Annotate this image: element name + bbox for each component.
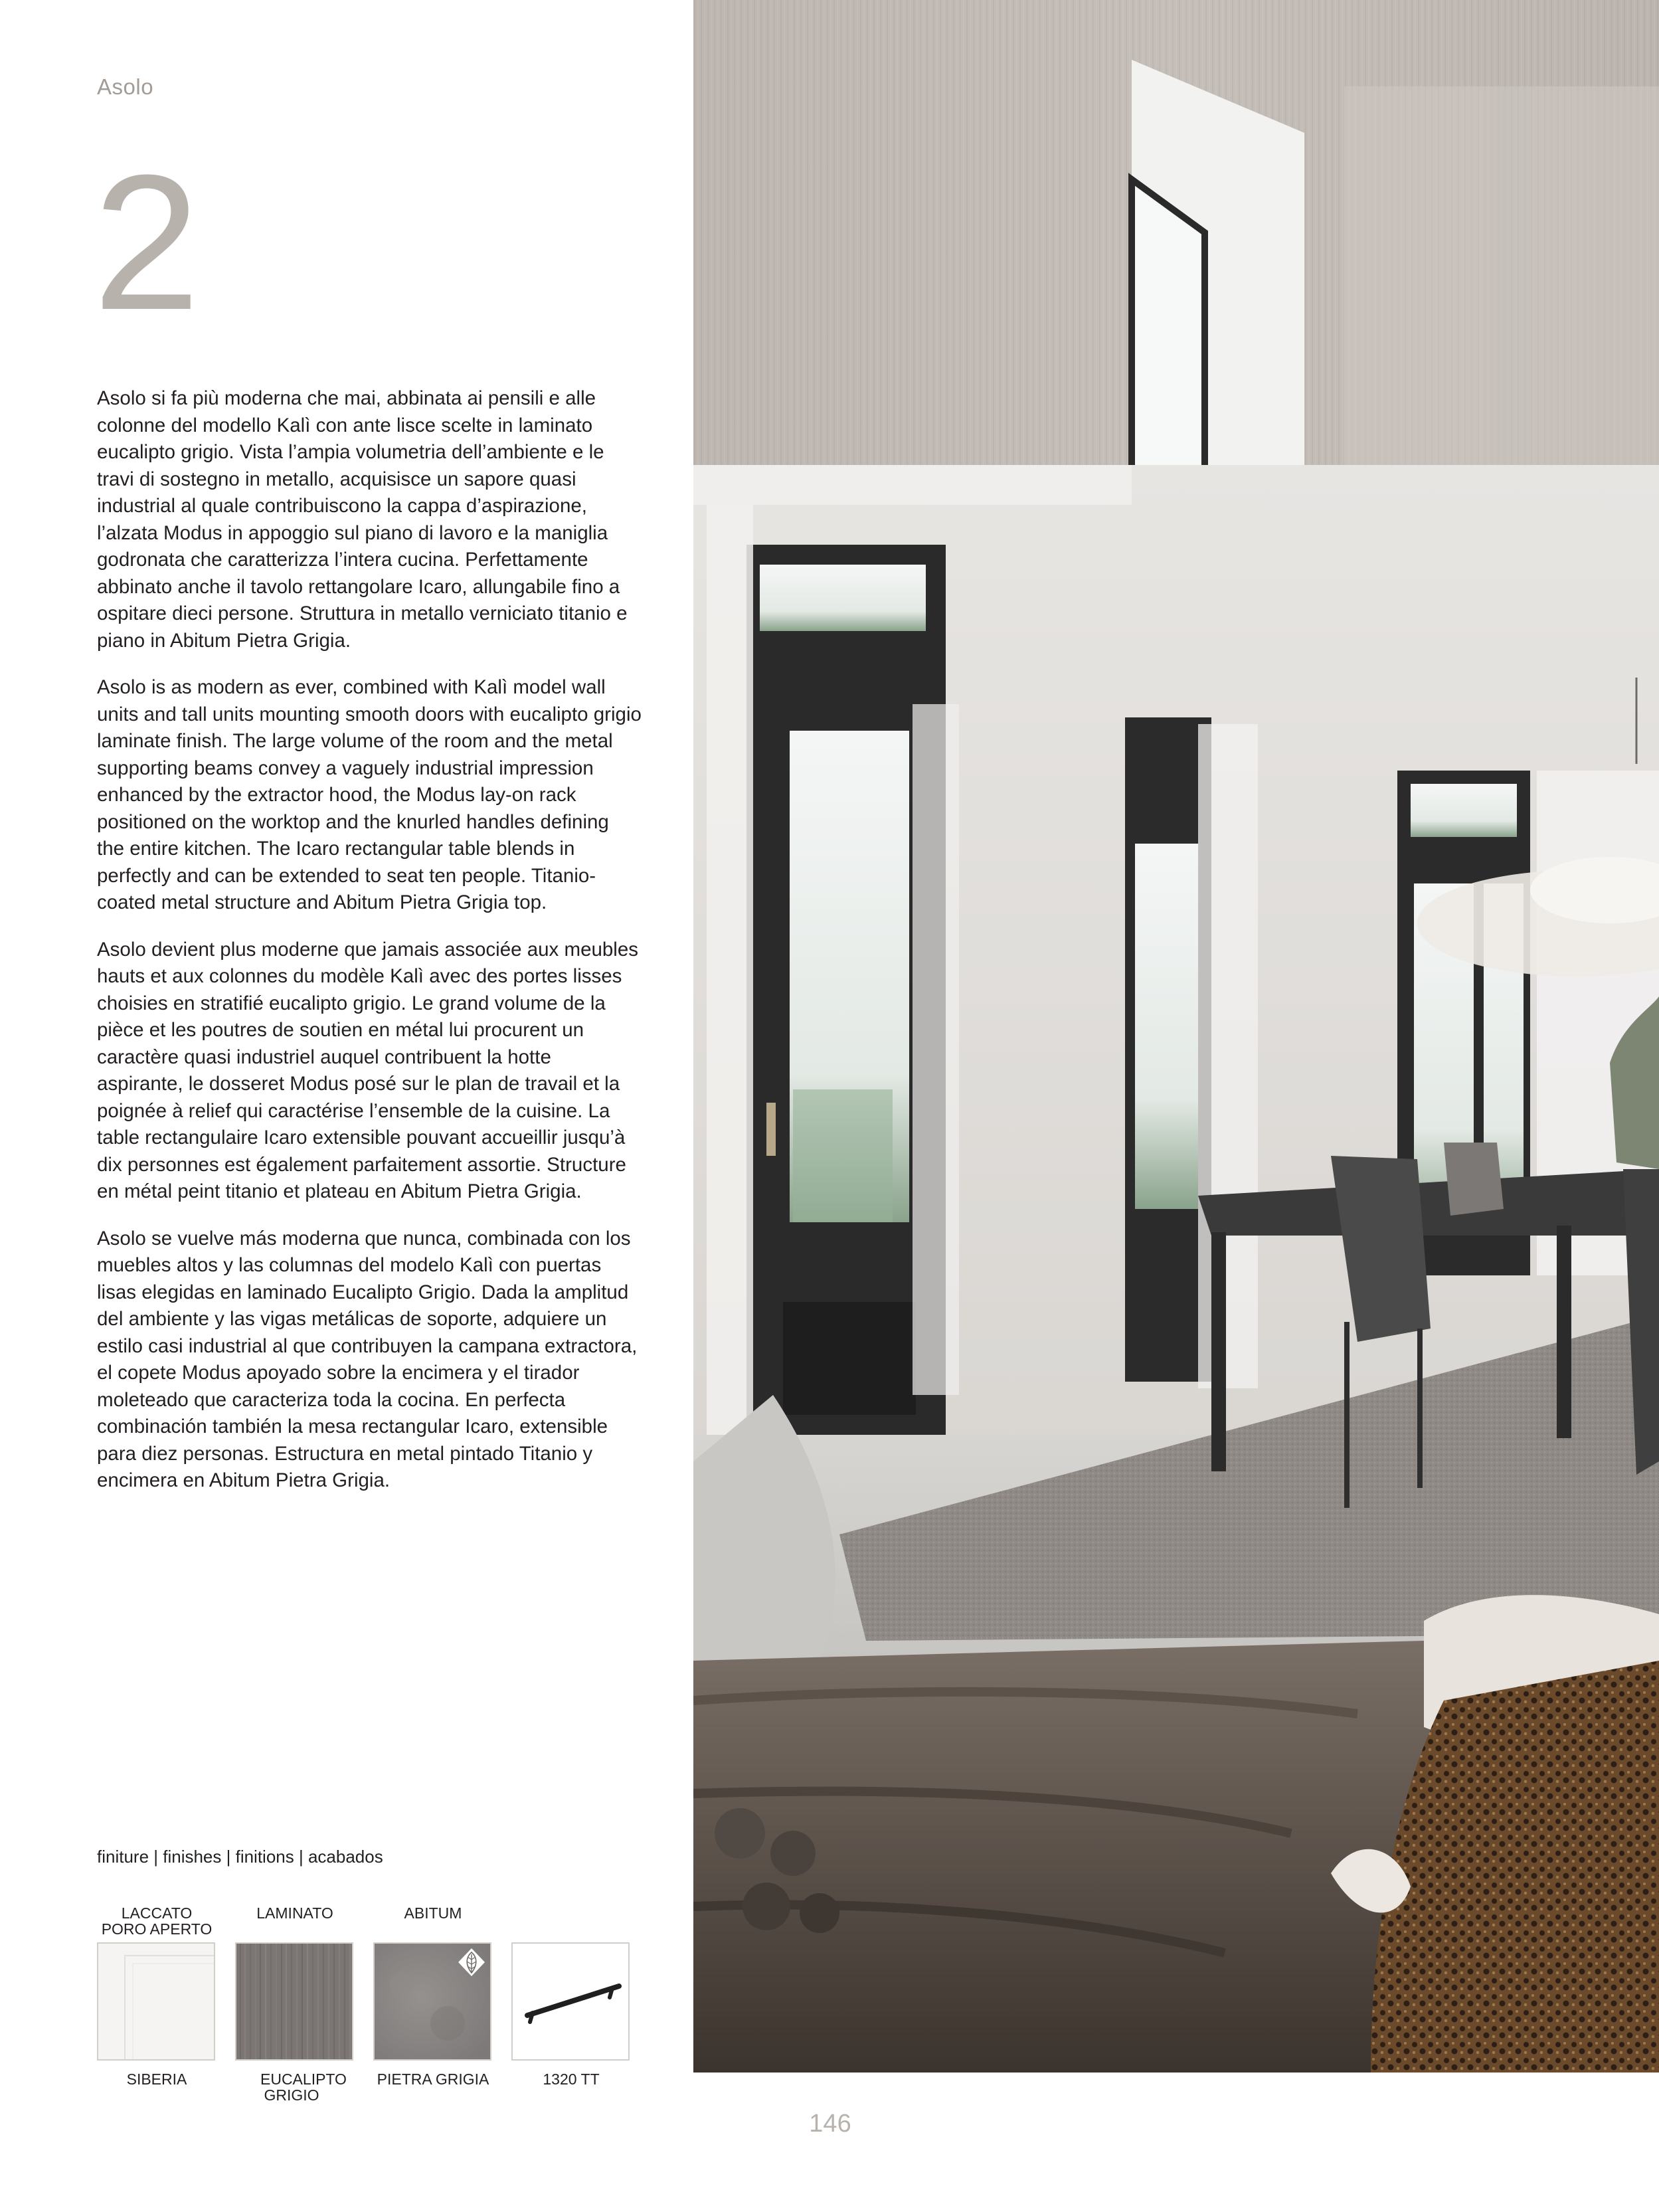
leaf-eco-icon xyxy=(456,1946,487,1978)
paragraph-french: Asolo devient plus moderne que jamais associée aux meubles hauts et aux colonnes du modèle Kalì avec des portes lisses choisies en stratifié eucalipto grigio. Le grand volume de la pièce et les poutres de soutien en métal lui procurent un caractère quasi industriel auquel contribuent la hotte aspirante, le dosseret Modus posé sur le plan de travail et la poignée à relief qui caractérise l’ensemble de la cuisine. La table rectangulaire Icaro extensible pouvant accueillir jusqu’à dix personnes est également parfaitement assortie. Structure en métal peint titanio et plateau en Abitum Pietra Grigia. xyxy=(97,938,638,1202)
category-label-laccato: LACCATO PORO APERTO xyxy=(101,1904,213,1938)
page-number: 146 xyxy=(809,2110,851,2138)
section-title: Asolo xyxy=(97,74,154,99)
swatch-name-eucalipto: EUCALIPTO GRIGIO xyxy=(260,2071,347,2104)
paragraph-english: Asolo is as modern as ever, combined with Kalì model wall units and tall units mounting smooth doors with eucalipto grigio laminate finish. The large volume of the room and the metal supporting beams convey a vaguely industrial impression enhanced by the extractor hood, the Modus lay-on rack positioned on the worktop and the knurled handles defining the entire kitchen. The Icaro rectangular table blends in perfectly and can be extended to seat ten people. Titanio-coated metal structure and Abitum Pietra Grigia top. xyxy=(97,676,642,913)
paragraph-italian: Asolo si fa più moderna che mai, abbinata ai pensili e alle colonne del modello Kalì con ante lisce scelte in laminato eucalipto grigio. Vista l’ampia volumetria dell’ambiente e le travi di sostegno in metallo, acquisisce un sapore quasi industrial al quale contribuiscono la cappa d’aspirazione, l’alzata Modus in appoggio sul piano di lavoro e la maniglia godronata che caratterizza l’intera cucina. Perfettamente abbinato anche il tavolo rettangolare Icaro, allungabile fino a ospitare dieci persone. Struttura in metallo verniciato titanio e piano in Abitum Pietra Grigia. xyxy=(97,387,628,652)
swatch-siberia xyxy=(97,1942,215,2061)
interior-photo xyxy=(693,0,1659,2073)
paragraph-spanish: Asolo se vuelve más moderna que nunca, combinada con los muebles altos y las columnas del modelo Kalì con puertas lisas elegidas en laminado Eucalipto Grigio. Dada la amplitud del ambiente y las vigas metálicas de soporte, adquiere un estilo casi industrial al que contribuyen la campana extractora, el copete Modus apoyado sobre la encimera y el tirador moleteado que caracteriza toda la cocina. En perfecta combinación también la mesa rectangular Icaro, extensible para diez personas. Estructura en metal pintado Titanio y encimera en Abitum Pietra Grigia. xyxy=(97,1227,638,1491)
category-label-abitum: ABITUM xyxy=(404,1904,462,1922)
description-column xyxy=(97,385,642,1515)
handle-icon xyxy=(513,1944,630,2061)
swatch-1320-tt xyxy=(511,1942,630,2061)
chapter-number: 2 xyxy=(93,135,201,350)
swatch-name-1320-tt: 1320 TT xyxy=(543,2071,600,2088)
swatch-eucalipto-grigio xyxy=(235,1942,353,2061)
swatch-pietra-grigia xyxy=(373,1942,491,2061)
finishes-title: finiture | finishes | finitions | acabados xyxy=(97,1847,383,1867)
wood-grain-texture xyxy=(236,1944,353,2061)
kitchen-dining-scene xyxy=(693,0,1659,2073)
swatch-name-pietra: PIETRA GRIGIA xyxy=(377,2071,489,2088)
door-panel-icon xyxy=(98,1944,215,2061)
swatch-name-siberia: SIBERIA xyxy=(126,2071,187,2088)
category-label-laminato: LAMINATO xyxy=(256,1904,333,1922)
